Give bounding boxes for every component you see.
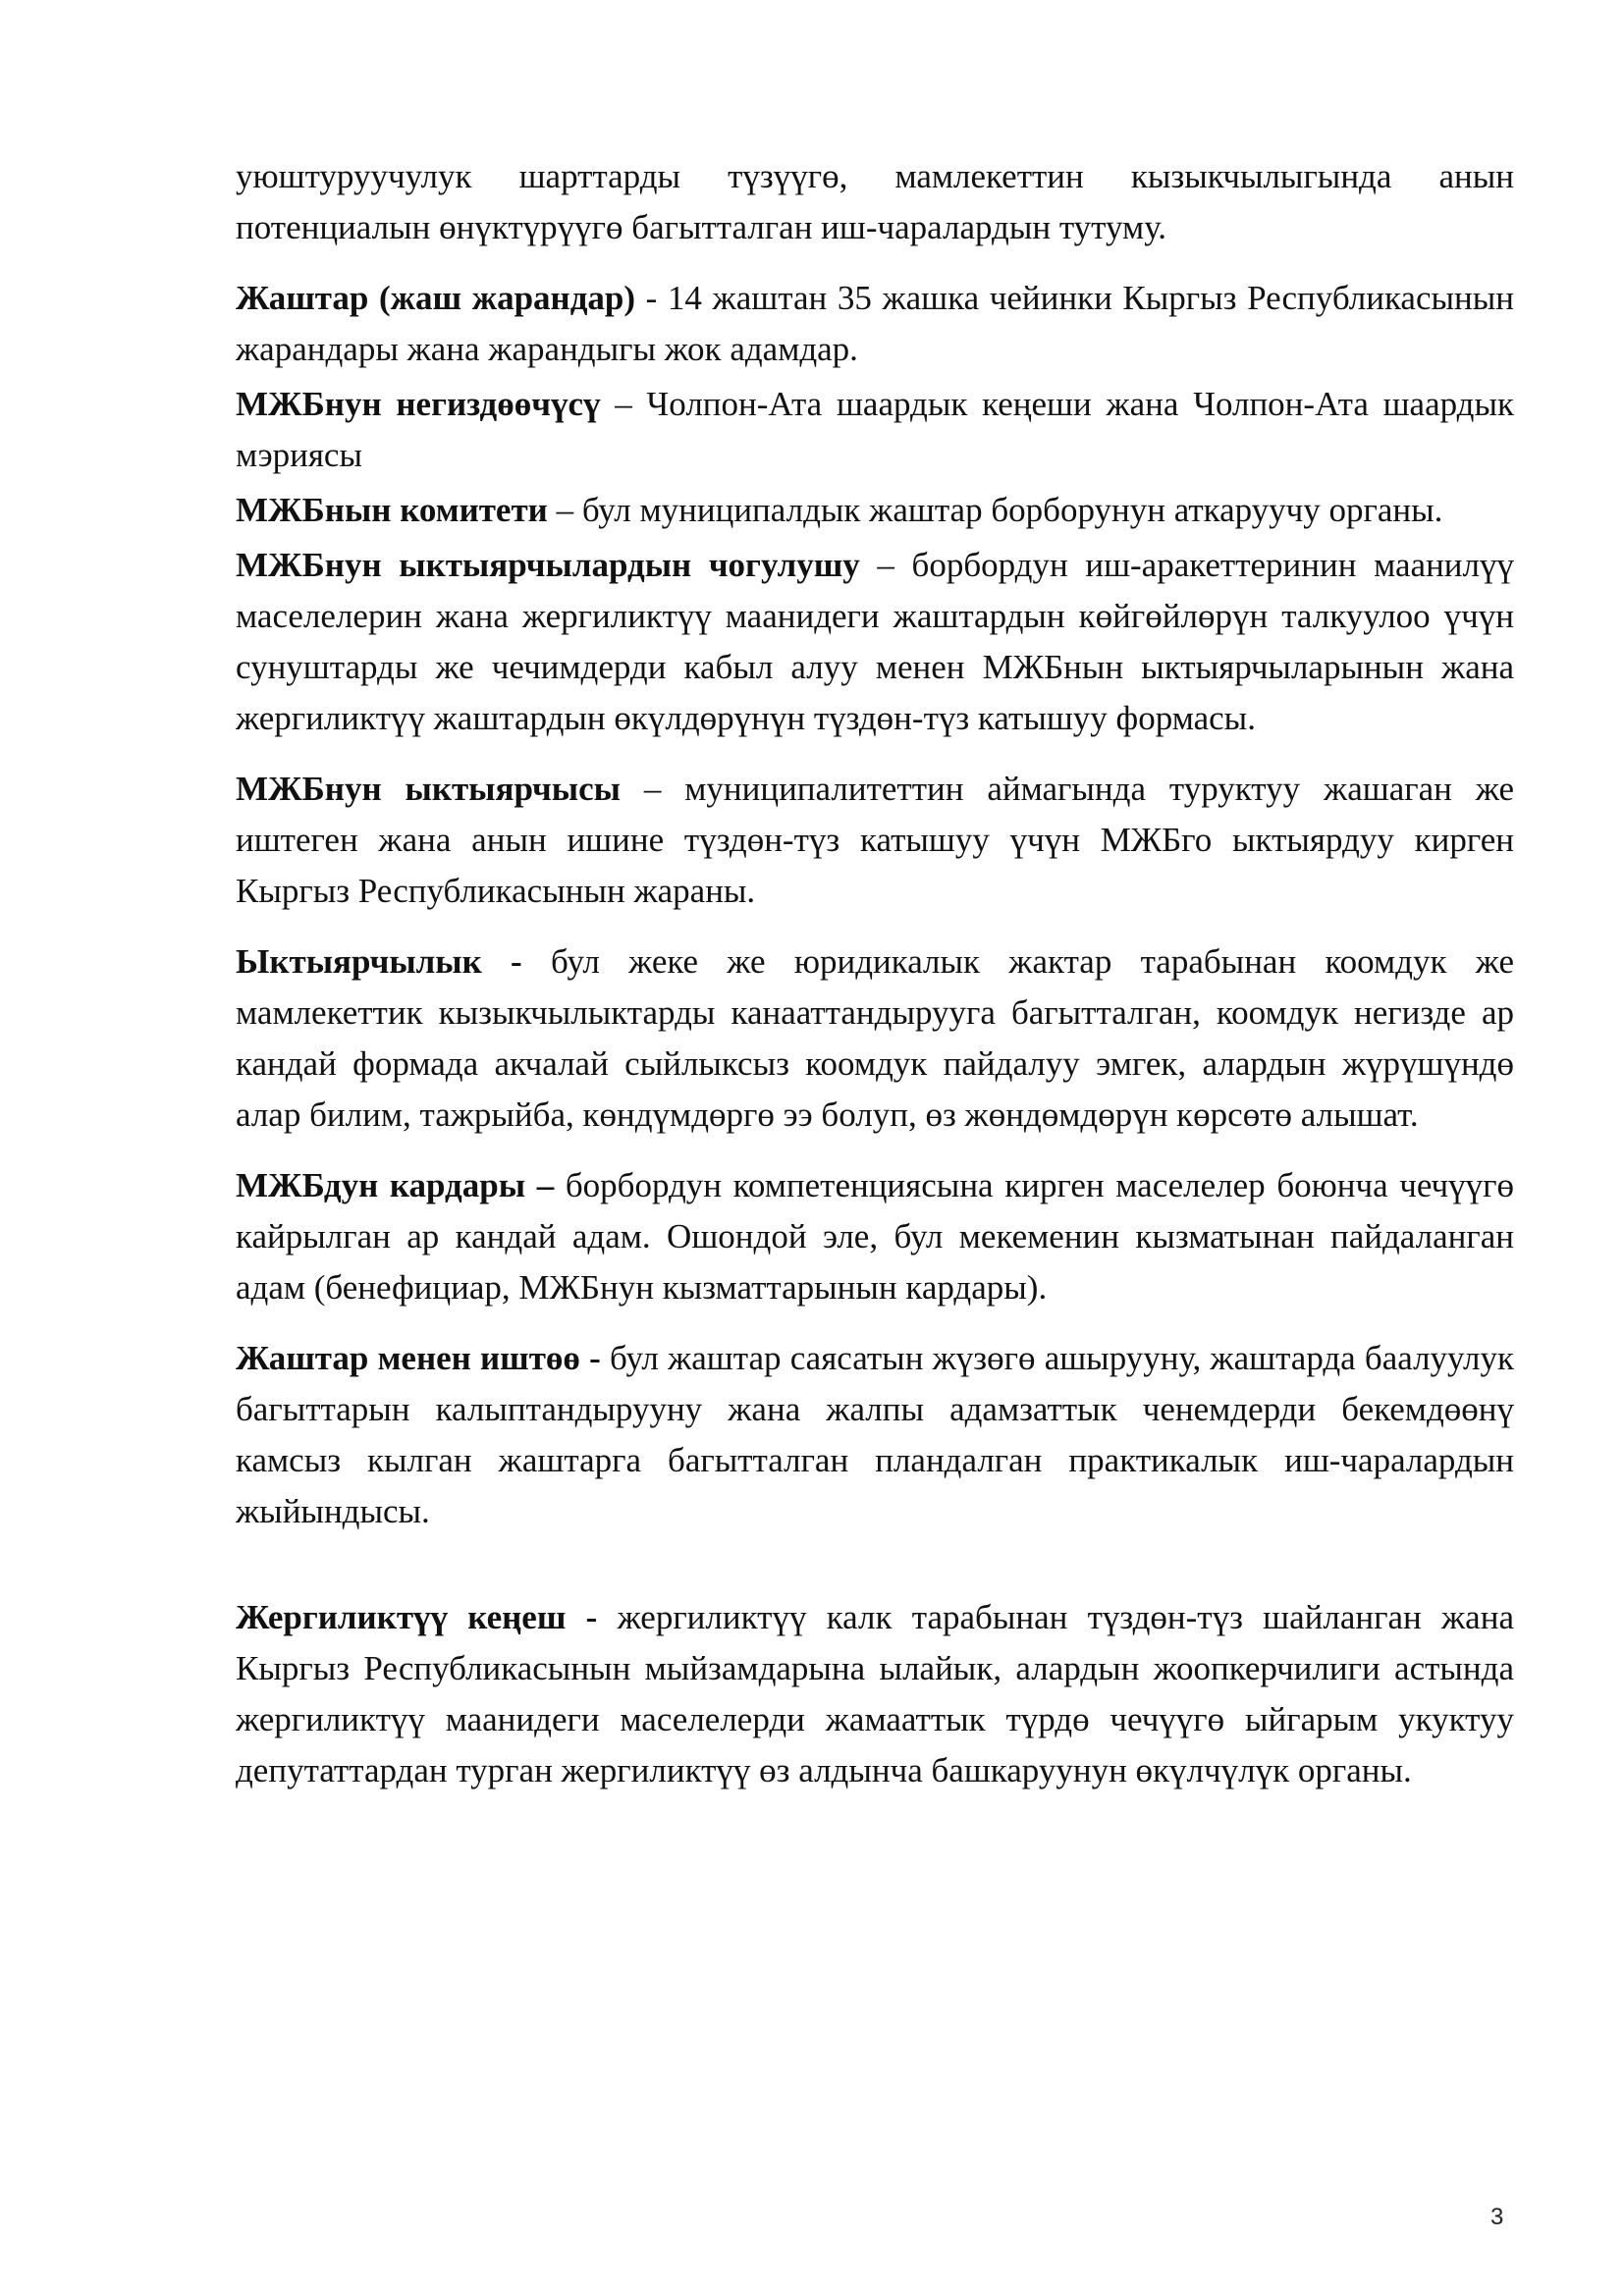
definition-text: – борбордун иш-аракеттеринин маанилүү маселелерин жана жергиликтүү маанидеги жаштардын көйгөйлөрүн талкуулоо үчүн сунуштарды же чечимдерди кабыл алуу менен МЖБнын ыктыярчыларынын жана жергиликтүү жаштардын өкүлдөрүнүн түздөн-түз катышуу формасы.	[236, 546, 1514, 737]
definition-committee	[236, 485, 1514, 536]
definition-text: бул жеке же юридикалык жактар тарабынан коомдук же мамлекеттик кызыкчылыктарды канааттандырууга багытталган, коомдук негизде ар кандай формада акчалай сыйлыксыз коомдук пайдалуу эмгек, алардын жүрүшүндө алар билим, тажрыйба, көндүмдөргө ээ болуп, өз жөндөмдөрүн көрсөтө алышат.	[236, 942, 1514, 1134]
definition-text: борбордун компетенциясына кирген маселелер боюнча чечүүгө кайрылган ар кандай адам. Ошондой эле, бул мекеменин кызматынан пайдаланган адам (бенефициар, МЖБнун кызматтарынын кардары).	[236, 1166, 1515, 1307]
definition-text: – Чолпон-Ата шаардык кеңеши жана Чолпон-Ата шаардык мэриясы	[236, 385, 1514, 474]
page-number: 3	[1490, 2204, 1504, 2230]
definition-text: жергиликтүү калк тарабынан түздөн-түз шайланган жана Кыргыз Республикасынын мыйзамдарына ылайык, алардын жоопкерчилиги астында жергиликтүү маанидеги маселелерди жамааттык түрдө чечүүгө ыйгарым укуктуу депутаттардан турган жергиликтүү өз алдынча башкаруунун өкүлчүлүк органы.	[236, 1598, 1514, 1789]
definition-volunteer-assembly	[236, 540, 1514, 744]
definition-term: МЖБнун ыктыярчылардын чогулушу	[236, 546, 860, 584]
definition-text: – муниципалитеттин аймагында туруктуу жашаган же иштеген жана анын ишине түздөн-түз катышуу үчүн МЖБго ыктыярдуу кирген Кыргыз Республикасынын жараны.	[236, 770, 1514, 910]
definition-founder	[236, 379, 1514, 481]
definition-volunteer	[236, 764, 1514, 917]
definition-local-council	[236, 1592, 1514, 1796]
definition-term: Ыктыярчылык -	[236, 942, 522, 981]
definition-youth	[236, 273, 1514, 375]
definition-text: бул жаштар саясатын жүзөгө ашырууну, жаштарда баалуулук багыттарын калыптандырууну жана жалпы адамзаттык ченемдерди бекемдөөнү камсыз кылган жаштарга багытталган пландалган практикалык иш-чаралардын жыйындысы.	[236, 1339, 1514, 1530]
definition-term: МЖБдун кардары –	[236, 1166, 555, 1204]
definition-youth-work	[236, 1333, 1514, 1537]
definition-term: МЖБнын комитети	[236, 491, 548, 529]
intro-paragraph	[236, 151, 1514, 253]
definition-volunteering	[236, 936, 1514, 1141]
intro-text: уюштуруучулук шарттарды түзүүгө, мамлекеттин кызыкчылыгында анын потенциалын өнүктүрүүгө багытталган иш-чаралардын тутуму.	[236, 157, 1514, 246]
definition-term: Жаштар (жаш жарандар)	[236, 279, 636, 317]
definition-text: – бул муниципалдык жаштар борборунун аткаруучу органы.	[547, 491, 1443, 529]
definition-client	[236, 1160, 1514, 1313]
definition-text: - 14 жаштан 35 жашка чейинки Кыргыз Республикасынын жарандары жана жарандыгы жок адамдар.	[236, 279, 1514, 368]
definition-term: МЖБнун негиздөөчүсү	[236, 385, 601, 423]
definition-term: МЖБнун ыктыярчысы	[236, 770, 621, 808]
definition-term: Жаштар менен иштөө -	[236, 1339, 601, 1377]
document-body	[236, 151, 1514, 1796]
definition-term: Жергиликтүү кеңеш -	[236, 1598, 598, 1636]
